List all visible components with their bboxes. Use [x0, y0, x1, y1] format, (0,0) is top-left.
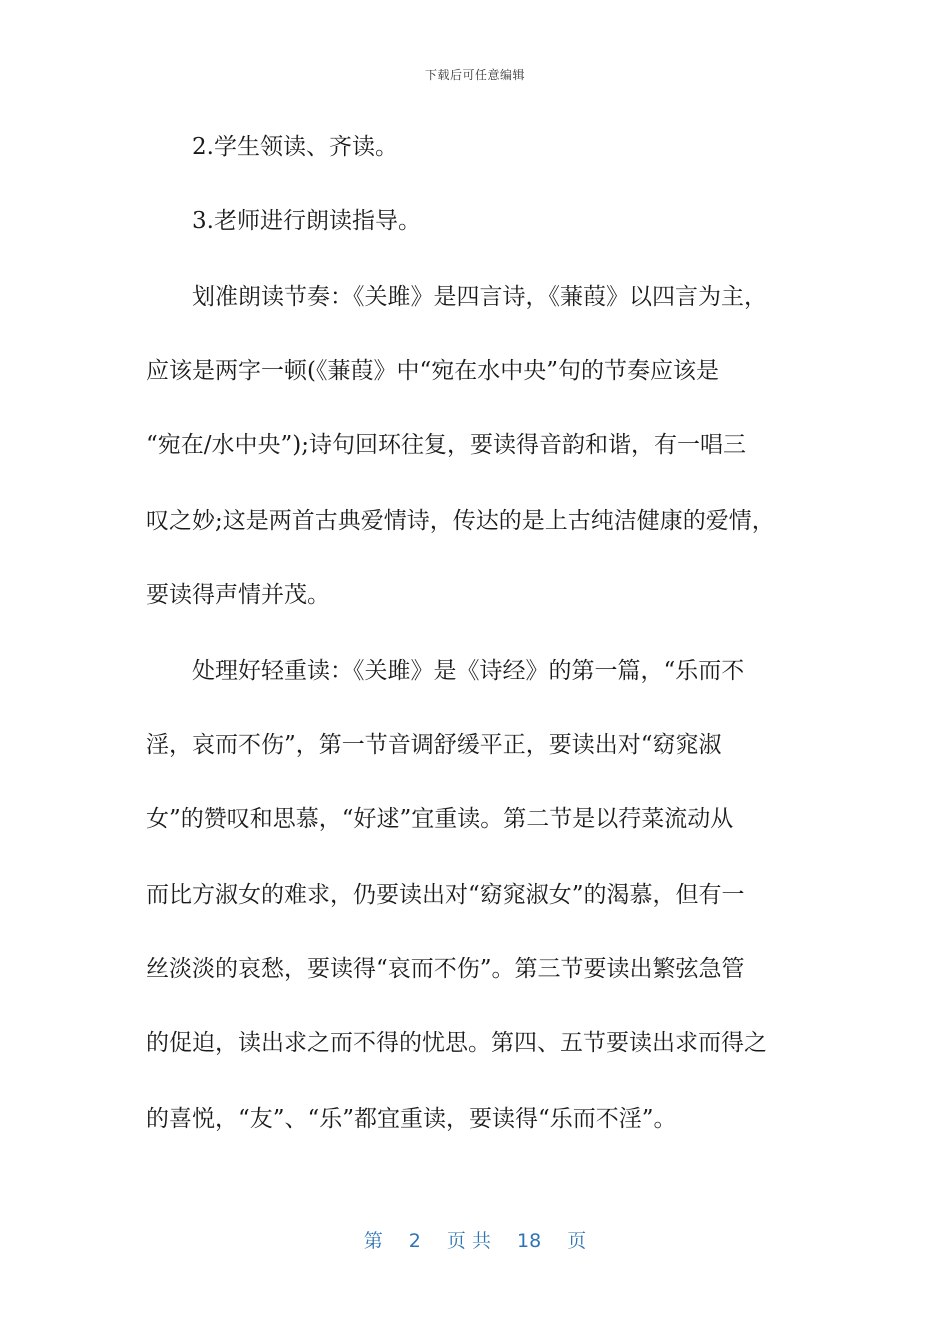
- paragraph-line: 女”的赞叹和思慕，“好逑”宜重读。第二节是以荇菜流动从: [146, 806, 734, 832]
- footer-prefix: 第: [363, 1230, 383, 1252]
- paragraph-line: 而比方淑女的难求，仍要读出对“窈窕淑女”的渴慕，但有一: [146, 882, 745, 908]
- footer-middle: 页 共: [446, 1230, 491, 1252]
- paragraph-line: 划准朗读节奏：《关雎》是四言诗，《蒹葭》以四言为主，: [192, 284, 767, 310]
- paragraph-line: 淫，哀而不伤”，第一节音调舒缓平正，要读出对“窈窕淑: [146, 732, 722, 758]
- page-footer: [0, 1226, 950, 1253]
- current-page-number: 2: [408, 1230, 421, 1252]
- paragraph-line: 的喜悦，“友”、“乐”都宜重读，要读得“乐而不淫”。: [146, 1106, 677, 1132]
- paragraph-line: 应该是两字一顿(《蒹葭》中“宛在水中央”句的节奏应该是: [146, 358, 719, 384]
- paragraph-line: 2.学生领读、齐读。: [192, 134, 398, 160]
- paragraph-line: 要读得声情并茂。: [146, 582, 330, 608]
- paragraph-line: 3.老师进行朗读指导。: [192, 208, 421, 234]
- paragraph-line: 处理好轻重读：《关雎》是《诗经》的第一篇，“乐而不: [192, 658, 745, 684]
- paragraph-line: 丝淡淡的哀愁，要读得“哀而不伤”。第三节要读出繁弦急管: [146, 956, 745, 982]
- paragraph-line: “宛在/水中央”);诗句回环往复，要读得音韵和谐，有一唱三: [146, 432, 746, 458]
- paragraph-line: 的促迫，读出求之而不得的忧思。第四、五节要读出求而得之: [146, 1030, 767, 1056]
- footer-suffix: 页: [567, 1230, 587, 1252]
- paragraph-line: 叹之妙;这是两首古典爱情诗，传达的是上古纯洁健康的爱情，: [146, 508, 775, 534]
- page-header: 下载后可任意编辑: [424, 68, 525, 82]
- total-pages-number: 18: [517, 1230, 542, 1252]
